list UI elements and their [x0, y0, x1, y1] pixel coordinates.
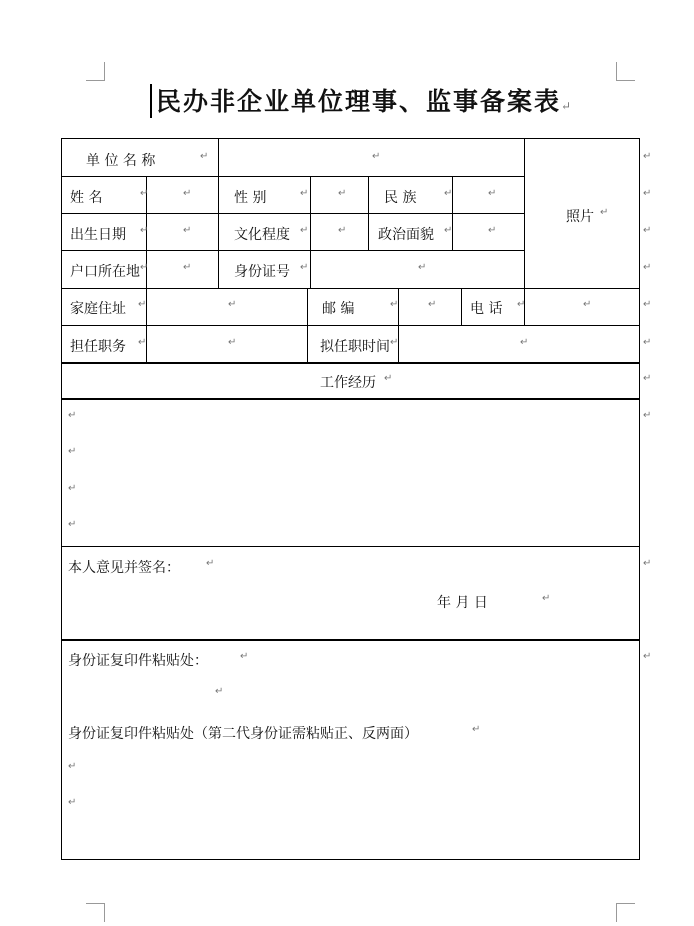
row-end-mark: ↵ — [643, 373, 652, 384]
paragraph-mark: ↵ — [384, 373, 393, 384]
row-line — [61, 176, 524, 177]
crop-mark-top-right — [616, 62, 635, 81]
label-name: 姓 名 — [70, 190, 103, 206]
label-position: 担任职务 — [70, 339, 126, 355]
row-line — [61, 546, 640, 547]
col-line — [310, 250, 311, 288]
row-end-mark: ↵ — [643, 225, 652, 236]
crop-mark-top-left — [86, 62, 105, 81]
label-education: 文化程度 — [234, 227, 290, 243]
paragraph-mark: ↵ — [338, 188, 347, 199]
paragraph-mark: ↵ — [228, 299, 237, 310]
label-id-number: 身份证号 — [234, 264, 290, 280]
paragraph-mark: ↵ — [444, 225, 453, 236]
label-work-history: 工作经历 — [320, 375, 376, 391]
paragraph-mark: ↵ — [488, 188, 497, 199]
col-line — [310, 176, 311, 251]
paragraph-mark: ↵ — [140, 188, 149, 199]
col-line — [368, 176, 369, 251]
paragraph-mark: ↵ — [520, 337, 529, 348]
paragraph-mark: ↵ — [338, 225, 347, 236]
label-political: 政治面貌 — [378, 227, 434, 243]
row-end-mark: ↵ — [643, 262, 652, 273]
registration-form-table — [61, 138, 640, 860]
paragraph-mark: ↵ — [200, 151, 209, 162]
label-id-copy: 身份证复印件粘贴处： — [68, 653, 208, 669]
row-line — [61, 362, 640, 364]
row-line — [61, 250, 524, 251]
row-end-mark: ↵ — [643, 151, 652, 162]
paragraph-mark: ↵ — [390, 337, 399, 348]
row-line — [61, 398, 640, 400]
row-line — [61, 325, 640, 326]
paragraph-mark: ↵ — [240, 651, 249, 662]
paragraph-mark: ↵ — [428, 299, 437, 310]
col-line — [218, 138, 219, 288]
row-end-mark: ↵ — [643, 188, 652, 199]
label-date: 年 月 日 — [437, 595, 488, 611]
paragraph-mark: ↵ — [300, 225, 309, 236]
row-end-mark: ↵ — [643, 558, 652, 569]
row-end-mark: ↵ — [643, 299, 652, 310]
paragraph-mark: ↵ — [138, 337, 147, 348]
col-line — [307, 288, 308, 362]
paragraph-mark: ↵ — [68, 797, 77, 808]
crop-mark-bottom-left — [86, 903, 105, 922]
row-line — [61, 288, 640, 289]
label-home-address: 家庭住址 — [70, 301, 126, 317]
paragraph-mark: ↵ — [542, 593, 551, 604]
paragraph-mark: ↵ — [183, 188, 192, 199]
paragraph-mark: ↵ — [183, 225, 192, 236]
label-unit-name: 单 位 名 称 — [86, 153, 156, 169]
paragraph-mark: ↵ — [228, 337, 237, 348]
row-line — [61, 213, 524, 214]
row-end-mark: ↵ — [643, 337, 652, 348]
paragraph-mark: ↵ — [68, 446, 77, 457]
label-postcode: 邮 编 — [322, 301, 355, 317]
label-photo: 照片 — [566, 209, 594, 225]
paragraph-mark: ↵ — [140, 225, 149, 236]
paragraph-mark: ↵ — [488, 225, 497, 236]
paragraph-mark: ↵ — [600, 207, 609, 218]
row-end-mark: ↵ — [643, 651, 652, 662]
label-phone: 电 话 — [470, 301, 503, 317]
paragraph-mark: ↵ — [390, 299, 399, 310]
paragraph-mark: ↵ — [418, 262, 427, 273]
paragraph-mark: ↵ — [138, 299, 147, 310]
label-gender: 性 别 — [234, 190, 267, 206]
paragraph-mark: ↵ — [444, 188, 453, 199]
paragraph-mark: ↵ — [68, 761, 77, 772]
label-opinion-signature: 本人意见并签名： — [68, 560, 180, 576]
label-hukou: 户口所在地 — [70, 264, 140, 280]
row-end-mark: ↵ — [643, 410, 652, 421]
crop-mark-bottom-right — [616, 903, 635, 922]
form-title: 民办非企业单位理事、监事备案表↵ — [156, 87, 574, 116]
paragraph-mark: ↵ — [183, 262, 192, 273]
paragraph-mark: ↵ — [583, 299, 592, 310]
paragraph-mark: ↵ — [68, 410, 77, 421]
col-line — [524, 138, 525, 288]
paragraph-mark: ↵ — [372, 151, 381, 162]
paragraph-mark: ↵ — [206, 558, 215, 569]
label-birth-date: 出生日期 — [70, 227, 126, 243]
paragraph-mark: ↵ — [215, 686, 224, 697]
label-id-copy-second-gen: 身份证复印件粘贴处（第二代身份证需粘贴正、反两面） — [68, 726, 418, 742]
paragraph-mark: ↵ — [300, 188, 309, 199]
paragraph-mark: ↵ — [68, 483, 77, 494]
col-line — [461, 288, 462, 325]
label-ethnicity: 民 族 — [384, 190, 417, 206]
paragraph-mark: ↵ — [472, 724, 481, 735]
paragraph-mark: ↵ — [300, 262, 309, 273]
row-line — [61, 639, 640, 641]
paragraph-mark: ↵ — [517, 299, 526, 310]
label-term: 拟任职时间 — [320, 339, 390, 355]
paragraph-mark: ↵ — [140, 262, 149, 273]
paragraph-mark: ↵ — [68, 519, 77, 530]
